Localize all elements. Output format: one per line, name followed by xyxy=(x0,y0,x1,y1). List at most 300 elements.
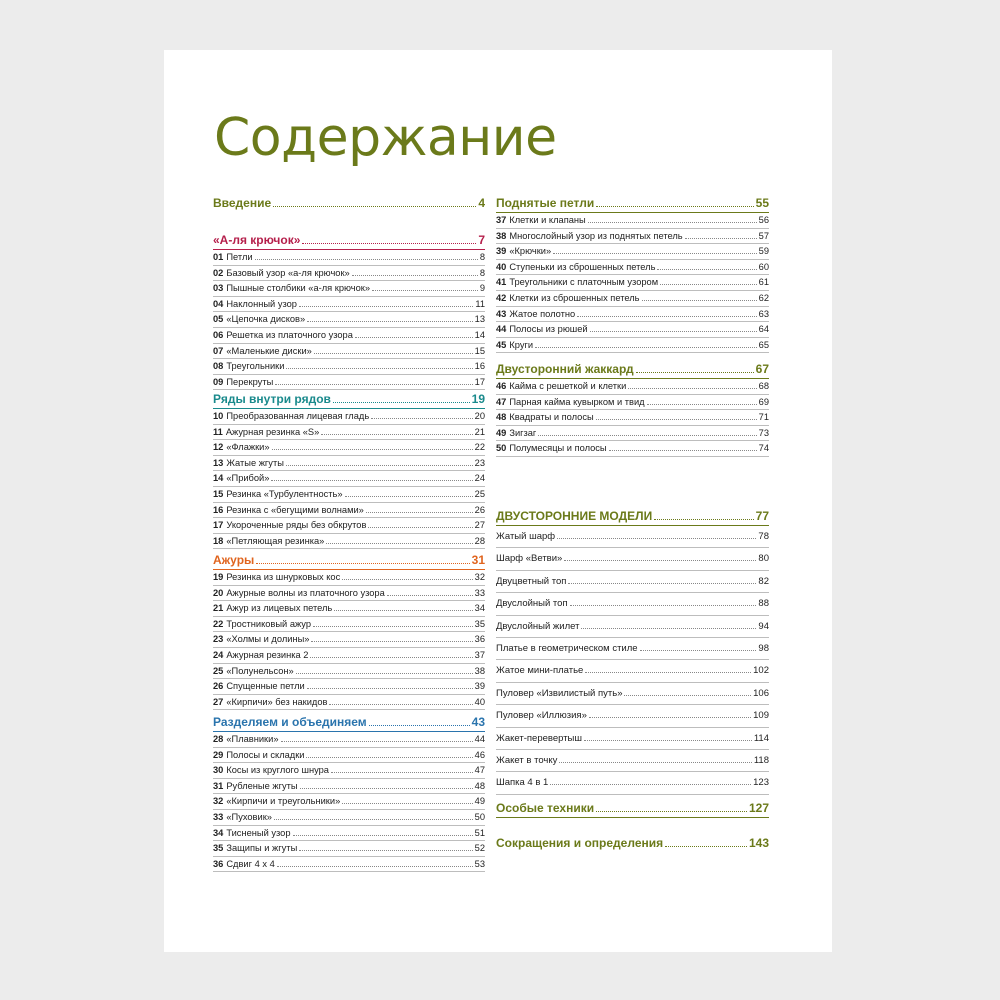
entry-number: 18 xyxy=(213,535,224,546)
entry-title: Полосы и складки xyxy=(226,749,305,760)
toc-entry[interactable] xyxy=(496,291,769,307)
toc-entry[interactable] xyxy=(496,548,769,570)
entry-page: 37 xyxy=(474,649,485,660)
entry-number: 22 xyxy=(213,618,224,629)
entry-page: 8 xyxy=(479,267,485,278)
dot-leader xyxy=(596,811,747,812)
entry-page: 28 xyxy=(474,535,485,546)
toc-entry[interactable] xyxy=(496,307,769,323)
entry-title: Базовый узор «а-ля крючок» xyxy=(226,267,350,278)
toc-entry[interactable] xyxy=(213,250,485,266)
toc-entry[interactable] xyxy=(213,763,485,779)
entry-number: 04 xyxy=(213,298,224,309)
toc-entry[interactable] xyxy=(496,229,769,245)
dot-leader xyxy=(277,866,473,867)
toc-entry[interactable] xyxy=(213,826,485,842)
entry-page: 22 xyxy=(474,442,485,453)
dot-leader xyxy=(355,337,473,338)
entry-number: 10 xyxy=(213,411,224,421)
entry-title: Клетки и клапаны xyxy=(509,215,586,225)
entry-number: 46 xyxy=(496,381,507,391)
toc-entry[interactable] xyxy=(213,425,485,441)
toc-entry[interactable] xyxy=(213,664,485,680)
entry-page: 65 xyxy=(758,339,769,350)
toc-entry[interactable] xyxy=(213,456,485,472)
entry-title: Петли xyxy=(226,252,253,262)
dot-leader xyxy=(313,626,473,627)
entry-title: Косы из круглого шнура xyxy=(226,765,329,776)
toc-entry[interactable] xyxy=(213,617,485,633)
entry-title: «Маленькие диски» xyxy=(226,345,312,356)
entry-number: 05 xyxy=(213,314,224,325)
dot-leader xyxy=(596,419,757,420)
dot-leader xyxy=(550,784,751,785)
toc-entry[interactable] xyxy=(213,841,485,857)
entry-title: Двуцветный топ xyxy=(496,575,567,587)
entry-number: 20 xyxy=(213,587,224,598)
entry-number: 39 xyxy=(496,246,507,257)
dot-leader xyxy=(352,275,478,276)
dot-leader xyxy=(329,704,472,705)
toc-entry[interactable] xyxy=(213,518,485,534)
toc-entry[interactable] xyxy=(496,244,769,260)
entry-number: 17 xyxy=(213,520,224,531)
entry-number: 49 xyxy=(496,427,507,438)
entry-title: Двуслойный жилет xyxy=(496,620,580,632)
entry-number: 28 xyxy=(213,734,224,744)
dot-leader xyxy=(368,527,472,528)
dot-leader xyxy=(640,650,757,651)
entry-title: Зигзаг xyxy=(509,427,537,438)
entry-title: Резинка из шнурковых кос xyxy=(226,572,341,582)
toc-section-intro xyxy=(213,195,485,212)
section-title: Разделяем и объединяем xyxy=(213,715,367,729)
toc-entry[interactable] xyxy=(213,679,485,695)
toc-entry[interactable] xyxy=(213,857,485,873)
entry-title: «Флажки» xyxy=(226,442,270,453)
toc-entry[interactable] xyxy=(496,638,769,660)
section-title: ДВУСТОРОННИЕ МОДЕЛИ xyxy=(496,509,653,523)
dot-leader xyxy=(636,372,754,373)
entry-list xyxy=(496,526,769,795)
section-title: Введение xyxy=(213,196,272,210)
toc-section-crochet xyxy=(213,232,485,390)
entry-page: 102 xyxy=(753,665,769,677)
dot-leader xyxy=(331,772,473,773)
dot-leader xyxy=(307,321,473,322)
toc-entry[interactable] xyxy=(213,312,485,328)
dot-leader xyxy=(657,269,756,270)
toc-entry[interactable] xyxy=(213,748,485,764)
entry-title: Жакет в точку xyxy=(496,755,558,767)
dot-leader xyxy=(311,641,472,642)
entry-page: 32 xyxy=(474,572,485,582)
entry-number: 35 xyxy=(213,843,224,854)
entry-title: «Холмы и долины» xyxy=(226,634,310,645)
dot-leader xyxy=(286,368,472,369)
entry-number: 43 xyxy=(496,308,507,319)
entry-title: Пышные столбики «а-ля крючок» xyxy=(226,283,371,294)
entry-title: Квадраты и полосы xyxy=(509,412,594,423)
toc-entry[interactable] xyxy=(213,487,485,503)
entry-title: Жатое мини-платье xyxy=(496,665,584,677)
dot-leader xyxy=(256,563,469,564)
entry-page: 11 xyxy=(475,298,485,309)
entry-page: 69 xyxy=(758,396,769,407)
toc-entry[interactable] xyxy=(213,344,485,360)
entry-number: 36 xyxy=(213,858,224,869)
toc-entry[interactable] xyxy=(496,275,769,291)
dot-leader xyxy=(665,846,747,847)
section-page: 31 xyxy=(471,553,485,567)
entry-title: Резинка с «бегущими волнами» xyxy=(226,504,364,515)
entry-page: 34 xyxy=(474,603,485,614)
dot-leader xyxy=(273,206,476,207)
dot-leader xyxy=(642,300,757,301)
entry-number: 21 xyxy=(213,603,224,614)
dot-leader xyxy=(293,835,473,836)
toc-entry[interactable] xyxy=(496,338,769,354)
dot-leader xyxy=(342,579,472,580)
section-heading[interactable] xyxy=(213,195,485,212)
toc-section-models xyxy=(496,508,769,795)
entry-title: Ажурная резинка «S» xyxy=(225,426,320,437)
entry-page: 17 xyxy=(474,376,485,387)
dot-leader xyxy=(585,672,751,673)
toc-entry[interactable] xyxy=(496,395,769,411)
toc-entry[interactable] xyxy=(496,260,769,276)
toc-entry[interactable] xyxy=(496,571,769,593)
entry-page: 9 xyxy=(479,283,485,294)
toc-entry[interactable] xyxy=(496,705,769,727)
dot-leader xyxy=(300,788,473,789)
entry-number: 24 xyxy=(213,649,224,660)
entry-page: 49 xyxy=(474,796,485,807)
entry-page: 68 xyxy=(758,381,769,391)
entry-page: 71 xyxy=(758,412,769,423)
entry-page: 8 xyxy=(479,252,485,262)
entry-number: 02 xyxy=(213,267,224,278)
toc-entry[interactable] xyxy=(496,426,769,442)
dot-leader xyxy=(647,404,757,405)
toc-entry[interactable] xyxy=(213,375,485,391)
entry-page: 40 xyxy=(474,696,485,707)
toc-entry[interactable] xyxy=(213,503,485,519)
entry-page: 21 xyxy=(474,426,485,437)
entry-title: Сдвиг 4 х 4 xyxy=(226,858,275,869)
dot-leader xyxy=(326,543,472,544)
dot-leader xyxy=(596,206,753,207)
dot-leader xyxy=(588,222,757,223)
dot-leader xyxy=(255,259,478,260)
section-heading[interactable] xyxy=(496,508,769,526)
entry-page: 57 xyxy=(758,230,769,241)
dot-leader xyxy=(628,388,756,389)
dot-leader xyxy=(553,253,757,254)
entry-list xyxy=(496,213,769,353)
entry-page: 82 xyxy=(758,575,769,587)
dot-leader xyxy=(281,741,473,742)
section-page: 4 xyxy=(478,196,485,210)
entry-number: 15 xyxy=(213,488,224,499)
dot-leader xyxy=(371,418,472,419)
section-title: Поднятые петли xyxy=(496,196,595,210)
entry-page: 33 xyxy=(474,587,485,598)
entry-page: 118 xyxy=(753,755,769,767)
dot-leader xyxy=(609,450,757,451)
dot-leader xyxy=(299,306,473,307)
entry-page: 74 xyxy=(758,443,769,454)
toc-entry[interactable] xyxy=(496,593,769,615)
toc-entry[interactable] xyxy=(213,601,485,617)
section-page: 19 xyxy=(471,392,485,406)
toc-entry[interactable] xyxy=(496,728,769,750)
entry-number: 31 xyxy=(213,780,224,791)
toc-entry[interactable] xyxy=(213,297,485,313)
entry-number: 25 xyxy=(213,665,224,676)
entry-title: Тисненый узор xyxy=(226,827,291,838)
entry-title: «Полунельсон» xyxy=(226,665,294,676)
section-heading[interactable] xyxy=(213,714,485,732)
entry-title: Жатый шарф xyxy=(496,531,556,542)
entry-page: 15 xyxy=(474,345,485,356)
entry-page: 64 xyxy=(758,324,769,335)
toc-entry[interactable] xyxy=(213,534,485,550)
toc-entry[interactable] xyxy=(496,772,769,794)
entry-title: Шарф «Ветви» xyxy=(496,553,563,565)
entry-page: 61 xyxy=(758,277,769,288)
entry-number: 30 xyxy=(213,765,224,776)
section-page: 7 xyxy=(478,233,485,247)
toc-section-lace xyxy=(213,552,485,710)
toc-section-rows xyxy=(213,391,485,549)
entry-title: Жатые жгуты xyxy=(226,457,284,468)
section-heading[interactable] xyxy=(496,835,769,852)
entry-page: 56 xyxy=(758,215,769,225)
entry-number: 26 xyxy=(213,681,224,692)
toc-entry[interactable] xyxy=(213,648,485,664)
toc-entry[interactable] xyxy=(213,440,485,456)
entry-title: Укороченные ряды без обкрутов xyxy=(226,520,367,531)
entry-list xyxy=(496,379,769,457)
dot-leader xyxy=(581,628,756,629)
entry-page: 24 xyxy=(474,473,485,484)
toc-entry[interactable] xyxy=(496,213,769,229)
dot-leader xyxy=(306,757,472,758)
dot-leader xyxy=(557,538,756,539)
entry-number: 16 xyxy=(213,504,224,515)
page-title: Содержание xyxy=(214,108,557,168)
toc-entry[interactable] xyxy=(213,632,485,648)
entry-number: 47 xyxy=(496,396,507,407)
dot-leader xyxy=(559,762,751,763)
dot-leader xyxy=(321,434,472,435)
entry-title: Многослойный узор из поднятых петель xyxy=(509,230,683,241)
dot-leader xyxy=(274,819,473,820)
dot-leader xyxy=(302,243,476,244)
entry-page: 53 xyxy=(474,858,485,869)
entry-number: 03 xyxy=(213,283,224,294)
entry-number: 06 xyxy=(213,329,224,340)
entry-title: «Крючки» xyxy=(509,246,552,257)
toc-entry[interactable] xyxy=(213,732,485,748)
section-heading[interactable] xyxy=(213,552,485,570)
entry-page: 14 xyxy=(474,329,485,340)
dot-leader xyxy=(275,384,472,385)
section-heading[interactable] xyxy=(496,800,769,818)
toc-entry[interactable] xyxy=(213,471,485,487)
entry-title: «Прибой» xyxy=(226,473,270,484)
dot-leader xyxy=(584,740,752,741)
toc-section-divide xyxy=(213,714,485,872)
entry-title: Платье в геометрическом стиле xyxy=(496,643,638,655)
dot-leader xyxy=(624,695,751,696)
entry-page: 23 xyxy=(474,457,485,468)
toc-entry[interactable] xyxy=(213,586,485,602)
entry-title: «Цепочка дисков» xyxy=(226,314,306,325)
entry-page: 109 xyxy=(753,710,769,722)
dot-leader xyxy=(296,673,473,674)
dot-leader xyxy=(590,331,757,332)
toc-section-abbr xyxy=(496,835,769,852)
toc-entry[interactable] xyxy=(496,322,769,338)
entry-page: 78 xyxy=(758,531,769,542)
toc-entry[interactable] xyxy=(213,779,485,795)
entry-number: 44 xyxy=(496,324,507,335)
entry-number: 34 xyxy=(213,827,224,838)
toc-section-raised xyxy=(496,195,769,353)
entry-title: «Кирпичи и треугольники» xyxy=(226,796,341,807)
entry-page: 16 xyxy=(474,361,485,372)
entry-page: 20 xyxy=(474,411,485,421)
dot-leader xyxy=(654,519,753,520)
toc-entry[interactable] xyxy=(496,379,769,395)
entry-number: 33 xyxy=(213,811,224,822)
entry-list xyxy=(213,570,485,710)
section-page: 77 xyxy=(755,509,769,523)
entry-page: 35 xyxy=(474,618,485,629)
entry-title: Полосы из рюшей xyxy=(509,324,588,335)
entry-list xyxy=(213,732,485,872)
dot-leader xyxy=(568,583,756,584)
dot-leader xyxy=(271,480,472,481)
section-page: 67 xyxy=(755,362,769,376)
entry-title: «Кирпичи» без накидов xyxy=(226,696,328,707)
toc-entry[interactable] xyxy=(496,750,769,772)
section-page: 43 xyxy=(471,715,485,729)
entry-title: Ажурная резинка 2 xyxy=(226,649,309,660)
section-title: Особые техники xyxy=(496,801,595,815)
toc-entry[interactable] xyxy=(496,410,769,426)
toc-entry[interactable] xyxy=(213,409,485,425)
entry-page: 59 xyxy=(758,246,769,257)
entry-title: Круги xyxy=(509,339,534,350)
entry-number: 23 xyxy=(213,634,224,645)
dot-leader xyxy=(334,610,472,611)
section-page: 143 xyxy=(748,836,769,850)
entry-title: «Плавники» xyxy=(226,734,279,744)
entry-page: 51 xyxy=(474,827,485,838)
entry-page: 62 xyxy=(758,292,769,303)
entry-number: 09 xyxy=(213,376,224,387)
entry-title: Треугольники xyxy=(226,361,285,372)
section-heading[interactable] xyxy=(213,391,485,409)
toc-entry[interactable] xyxy=(496,441,769,457)
entry-title: «Петляющая резинка» xyxy=(226,535,325,546)
section-heading[interactable] xyxy=(213,232,485,250)
entry-page: 52 xyxy=(474,843,485,854)
toc-entry[interactable] xyxy=(496,683,769,705)
entry-number: 50 xyxy=(496,443,507,454)
entry-title: Наклонный узор xyxy=(226,298,297,309)
section-heading[interactable] xyxy=(496,195,769,213)
entry-page: 50 xyxy=(474,811,485,822)
toc-entry[interactable] xyxy=(213,328,485,344)
entry-number: 11 xyxy=(213,426,223,437)
toc-entry[interactable] xyxy=(496,660,769,682)
toc-entry[interactable] xyxy=(213,359,485,375)
entry-number: 27 xyxy=(213,696,224,707)
entry-title: Полумесяцы и полосы xyxy=(509,443,607,454)
entry-page: 88 xyxy=(758,598,769,610)
entry-title: Треугольники с платочным узором xyxy=(509,277,659,288)
toc-entry[interactable] xyxy=(213,794,485,810)
entry-page: 38 xyxy=(474,665,485,676)
entry-page: 13 xyxy=(474,314,485,325)
entry-page: 27 xyxy=(474,520,485,531)
section-page: 127 xyxy=(748,801,769,815)
entry-title: Клетки из сброшенных петель xyxy=(509,292,640,303)
toc-entry[interactable] xyxy=(213,695,485,711)
toc-entry[interactable] xyxy=(496,616,769,638)
dot-leader xyxy=(314,353,473,354)
entry-title: Тростниковый ажур xyxy=(226,618,312,629)
entry-number: 29 xyxy=(213,749,224,760)
toc-entry[interactable] xyxy=(496,526,769,548)
entry-page: 98 xyxy=(758,643,769,655)
section-heading[interactable] xyxy=(496,361,769,379)
entry-title: Перекруты xyxy=(226,376,274,387)
toc-entry[interactable] xyxy=(213,570,485,586)
entry-number: 32 xyxy=(213,796,224,807)
toc-entry[interactable] xyxy=(213,810,485,826)
entry-page: 44 xyxy=(474,734,485,744)
entry-page: 106 xyxy=(753,687,769,699)
entry-number: 13 xyxy=(213,457,224,468)
entry-number: 45 xyxy=(496,339,507,350)
entry-title: Парная кайма кувырком и твид xyxy=(509,396,645,407)
entry-number: 14 xyxy=(213,473,224,484)
section-title: Сокращения и определения xyxy=(496,836,664,850)
entry-page: 73 xyxy=(758,427,769,438)
entry-title: Решетка из платочного узора xyxy=(226,329,353,340)
dot-leader xyxy=(372,290,478,291)
entry-title: Ажурные волны из платочного узора xyxy=(226,587,385,598)
toc-entry[interactable] xyxy=(213,281,485,297)
section-title: «А-ля крючок» xyxy=(213,233,301,247)
entry-page: 46 xyxy=(474,749,485,760)
entry-title: Резинка «Турбулентность» xyxy=(226,488,343,499)
toc-entry[interactable] xyxy=(213,266,485,282)
entry-number: 48 xyxy=(496,412,507,423)
dot-leader xyxy=(307,688,473,689)
dot-leader xyxy=(387,595,473,596)
dot-leader xyxy=(564,560,756,561)
entry-page: 48 xyxy=(474,780,485,791)
dot-leader xyxy=(342,803,472,804)
entry-page: 114 xyxy=(753,732,769,744)
entry-number: 12 xyxy=(213,442,224,453)
